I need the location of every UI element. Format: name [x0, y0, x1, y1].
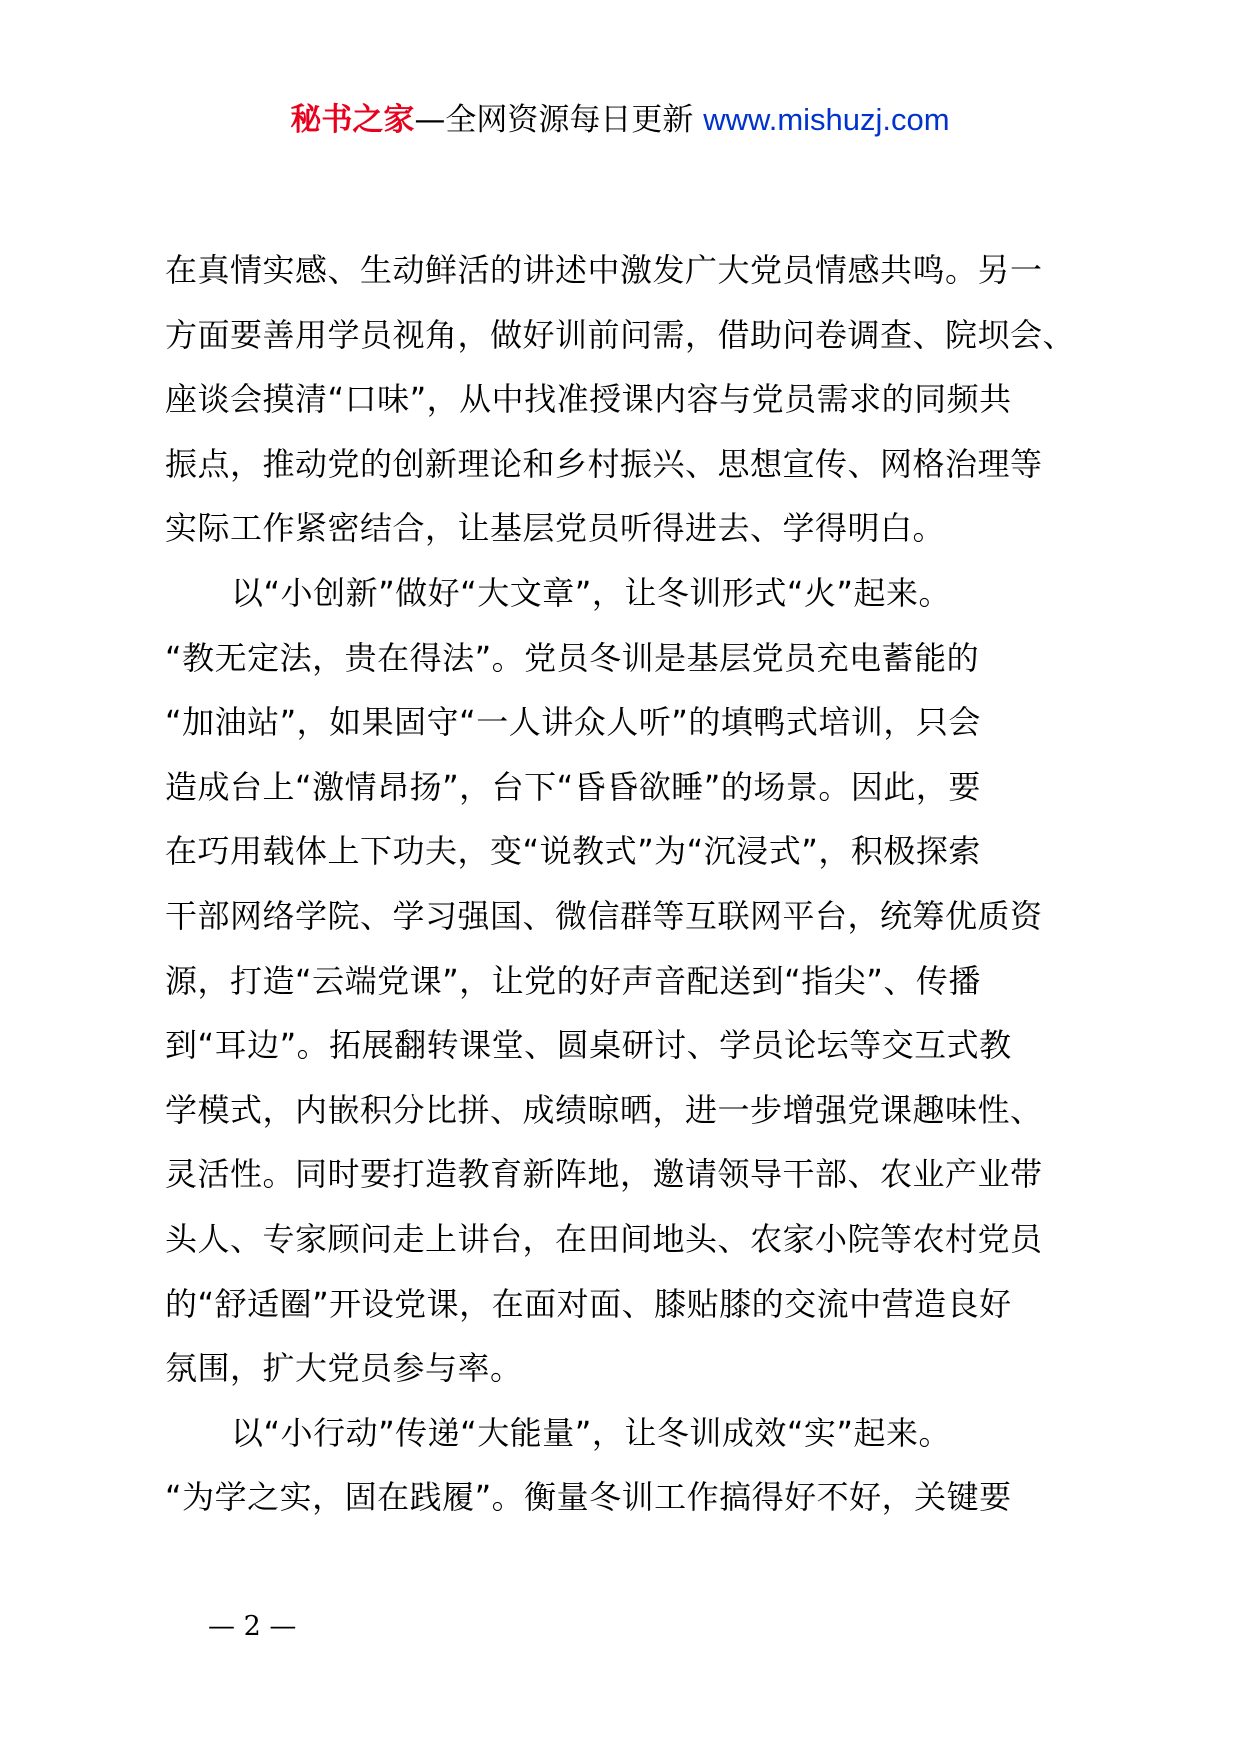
text-line: “为学之实，固在践履”。衡量冬训工作搞得好不好，关键要	[165, 1478, 1012, 1517]
text-line: 灵活性。同时要打造教育新阵地，邀请领导干部、农业产业带	[165, 1155, 1043, 1194]
text-line: 学模式，内嵌积分比拼、成绩晾晒，进一步增强党课趣味性、	[165, 1090, 1043, 1129]
document-body	[165, 238, 1085, 1530]
text-line: “加油站”，如果固守“一人讲众人听”的填鸭式培训，只会	[165, 703, 981, 742]
brand-name: 秘书之家	[290, 102, 415, 138]
text-line: 方面要善用学员视角，做好训前问需，借助问卷调查、院坝会、	[165, 315, 1076, 354]
header-slogan: —全网资源每日更新	[414, 102, 694, 138]
text-line: 干部网络学院、学习强国、微信群等互联网平台，统筹优质资	[165, 896, 1043, 935]
site-header	[0, 98, 1240, 142]
text-line: 在巧用载体上下功夫，变“说教式”为“沉浸式”，积极探索	[165, 832, 981, 871]
text-line: 源，打造“云端党课”，让党的好声音配送到“指尖”、传播	[165, 961, 981, 1000]
text-line: 的“舒适圈”开设党课，在面对面、膝贴膝的交流中营造良好	[165, 1284, 1012, 1323]
text-line: 氛围，扩大党员参与率。	[165, 1349, 523, 1388]
text-line: 头人、专家顾问走上讲台，在田间地头、农家小院等农村党员	[165, 1219, 1043, 1258]
text-line: 到“耳边”。拓展翻转课堂、圆桌研讨、学员论坛等交互式教	[165, 1026, 1012, 1065]
text-line: “教无定法，贵在得法”。党员冬训是基层党员充电蓄能的	[165, 638, 980, 677]
text-line: 实际工作紧密结合，让基层党员听得进去、学得明白。	[165, 509, 946, 548]
text-line: 振点，推动党的创新理论和乡村振兴、思想宣传、网格治理等	[165, 444, 1043, 483]
text-line: 在真情实感、生动鲜活的讲述中激发广大党员情感共鸣。另一	[165, 251, 1043, 289]
text-line: 造成台上“激情昂扬”，台下“昏昏欲睡”的场景。因此，要	[165, 767, 981, 806]
page-number: — 2 —	[208, 1611, 297, 1642]
text-line: 座谈会摸清“口味”，从中找准授课内容与党员需求的同频共	[165, 380, 1012, 419]
section-heading-line: 以“小创新”做好“大文章”，让冬训形式“火”起来。	[231, 573, 951, 612]
section-heading-line: 以“小行动”传递“大能量”，让冬训成效“实”起来。	[231, 1413, 951, 1452]
site-url-link[interactable]: www.mishuzj.com	[703, 102, 950, 137]
